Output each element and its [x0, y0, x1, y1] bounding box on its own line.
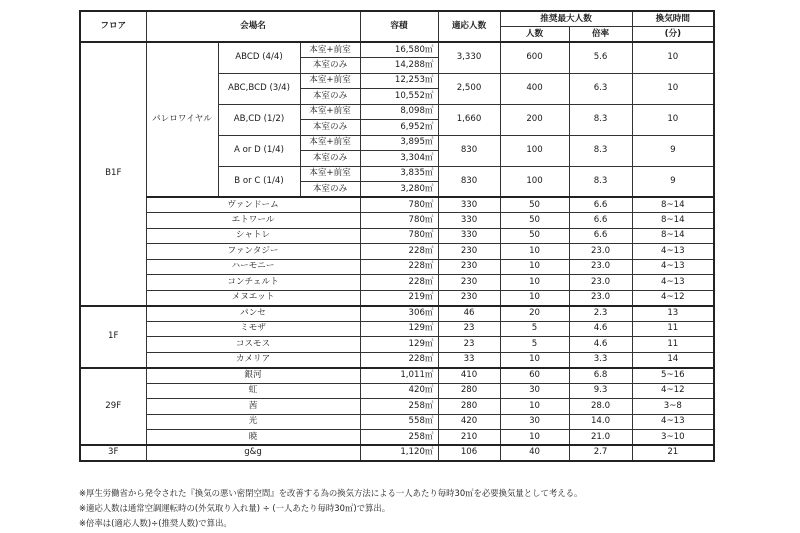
venue-palais: パレロワイヤル [146, 42, 218, 197]
header-people: 人数 [500, 27, 569, 43]
ratio-cell: 4.6 [569, 321, 632, 337]
time-cell: 4~12 [632, 383, 714, 399]
header-venue: 会場名 [146, 11, 360, 42]
header-capacity: 適応人数 [438, 11, 500, 42]
capacity-cell: 280 [438, 383, 500, 399]
palais-group-name: ABC,BCD (3/4) [218, 73, 300, 104]
capacity-cell: 830 [438, 135, 500, 166]
capacity-cell: 330 [438, 213, 500, 229]
palais-group-name: AB,CD (1/2) [218, 104, 300, 135]
capacity-cell: 210 [438, 430, 500, 446]
volume-cell: 258㎥ [360, 430, 438, 446]
room-name: 虹 [146, 383, 360, 399]
people-cell: 100 [500, 135, 569, 166]
time-cell: 8~14 [632, 197, 714, 213]
ratio-cell: 6.6 [569, 197, 632, 213]
footnotes [79, 486, 779, 531]
header-floor: フロア [80, 11, 146, 42]
room-name: コスモス [146, 337, 360, 353]
people-cell: 10 [500, 290, 569, 306]
time-cell: 10 [632, 104, 714, 135]
room-name: ミモザ [146, 321, 360, 337]
ratio-cell: 8.3 [569, 166, 632, 197]
volume-cell: 258㎥ [360, 399, 438, 415]
ratio-cell: 8.3 [569, 135, 632, 166]
time-cell: 3~10 [632, 430, 714, 446]
room-name: シャトレ [146, 228, 360, 244]
capacity-cell: 230 [438, 259, 500, 275]
floor-1f: 1F [80, 306, 146, 368]
ratio-cell: 2.3 [569, 306, 632, 322]
room-name: g&g [146, 445, 360, 461]
room-name: ファンタジー [146, 244, 360, 260]
ratio-cell: 3.3 [569, 352, 632, 368]
room-name: エトワール [146, 213, 360, 229]
palais-group-name: A or D (1/4) [218, 135, 300, 166]
volume-cell: 129㎥ [360, 337, 438, 353]
time-cell: 14 [632, 352, 714, 368]
volume-cell: 228㎥ [360, 259, 438, 275]
volume-cell: 780㎥ [360, 228, 438, 244]
capacity-cell: 3,330 [438, 42, 500, 73]
volume-cell: 228㎥ [360, 352, 438, 368]
time-cell: 8~14 [632, 213, 714, 229]
room-type: 本室+前室 [300, 104, 360, 120]
palais-group-name: B or C (1/4) [218, 166, 300, 197]
capacity-cell: 330 [438, 228, 500, 244]
room-type: 本室+前室 [300, 166, 360, 182]
people-cell: 100 [500, 166, 569, 197]
header-ratio: 倍率 [569, 27, 632, 43]
capacity-cell: 410 [438, 368, 500, 384]
room-type: 本室のみ [300, 89, 360, 105]
people-cell: 400 [500, 73, 569, 104]
people-cell: 10 [500, 430, 569, 446]
ratio-cell: 28.0 [569, 399, 632, 415]
capacity-cell: 230 [438, 275, 500, 291]
volume-cell: 3,835㎥ [360, 166, 438, 182]
time-cell: 13 [632, 306, 714, 322]
room-type: 本室+前室 [300, 42, 360, 58]
volume-cell: 8,098㎥ [360, 104, 438, 120]
ratio-cell: 21.0 [569, 430, 632, 446]
time-cell: 9 [632, 166, 714, 197]
volume-cell: 228㎥ [360, 275, 438, 291]
header-vent-unit: (分) [632, 27, 714, 43]
volume-cell: 6,952㎥ [360, 120, 438, 136]
ratio-cell: 6.6 [569, 213, 632, 229]
ratio-cell: 8.3 [569, 104, 632, 135]
time-cell: 4~13 [632, 275, 714, 291]
room-name: ハーモニー [146, 259, 360, 275]
ratio-cell: 4.6 [569, 337, 632, 353]
time-cell: 8~14 [632, 228, 714, 244]
time-cell: 4~13 [632, 259, 714, 275]
header-recommended: 推奨最大人数 [500, 11, 632, 27]
people-cell: 40 [500, 445, 569, 461]
volume-cell: 219㎥ [360, 290, 438, 306]
volume-cell: 14,288㎥ [360, 58, 438, 74]
people-cell: 200 [500, 104, 569, 135]
volume-cell: 558㎥ [360, 414, 438, 430]
capacity-cell: 420 [438, 414, 500, 430]
header-vent-time: 換気時間 [632, 11, 714, 27]
volume-cell: 10,552㎥ [360, 89, 438, 105]
volume-cell: 780㎥ [360, 197, 438, 213]
time-cell: 4~12 [632, 290, 714, 306]
capacity-cell: 330 [438, 197, 500, 213]
floor-b1f: B1F [80, 42, 146, 306]
room-name: メヌエット [146, 290, 360, 306]
floor-3f: 3F [80, 445, 146, 461]
room-type: 本室のみ [300, 120, 360, 136]
time-cell: 3~8 [632, 399, 714, 415]
footnote: ※厚生労働省から発令された『換気の悪い密閉空間』を改善する為の換気方法による一人あたり毎時30㎥を必要換気量として考える。 [79, 488, 583, 498]
volume-cell: 16,580㎥ [360, 42, 438, 58]
room-name: 茜 [146, 399, 360, 415]
people-cell: 50 [500, 197, 569, 213]
capacity-cell: 230 [438, 290, 500, 306]
room-name: 銀河 [146, 368, 360, 384]
ventilation-table [79, 10, 715, 462]
time-cell: 11 [632, 337, 714, 353]
people-cell: 50 [500, 228, 569, 244]
ratio-cell: 6.3 [569, 73, 632, 104]
time-cell: 10 [632, 42, 714, 73]
volume-cell: 3,895㎥ [360, 135, 438, 151]
people-cell: 600 [500, 42, 569, 73]
volume-cell: 12,253㎥ [360, 73, 438, 89]
capacity-cell: 280 [438, 399, 500, 415]
ratio-cell: 5.6 [569, 42, 632, 73]
footnote: ※適応人数は通常空調運転時の(外気取り入れ量) ÷ (一人あたり毎時30㎥)で算出。 [79, 503, 391, 513]
room-type: 本室のみ [300, 151, 360, 167]
ratio-cell: 6.6 [569, 228, 632, 244]
time-cell: 11 [632, 321, 714, 337]
time-cell: 21 [632, 445, 714, 461]
room-name: カメリア [146, 352, 360, 368]
room-type: 本室+前室 [300, 73, 360, 89]
time-cell: 10 [632, 73, 714, 104]
room-type: 本室+前室 [300, 135, 360, 151]
people-cell: 10 [500, 399, 569, 415]
people-cell: 10 [500, 244, 569, 260]
capacity-cell: 2,500 [438, 73, 500, 104]
people-cell: 30 [500, 414, 569, 430]
time-cell: 5~16 [632, 368, 714, 384]
people-cell: 60 [500, 368, 569, 384]
capacity-cell: 23 [438, 321, 500, 337]
people-cell: 10 [500, 259, 569, 275]
room-name: コンチェルト [146, 275, 360, 291]
volume-cell: 228㎥ [360, 244, 438, 260]
ratio-cell: 23.0 [569, 244, 632, 260]
capacity-cell: 23 [438, 337, 500, 353]
people-cell: 50 [500, 213, 569, 229]
volume-cell: 3,304㎥ [360, 151, 438, 167]
header-volume: 容積 [360, 11, 438, 42]
people-cell: 10 [500, 275, 569, 291]
capacity-cell: 1,660 [438, 104, 500, 135]
floor-29f: 29F [80, 368, 146, 446]
people-cell: 30 [500, 383, 569, 399]
volume-cell: 306㎥ [360, 306, 438, 322]
ratio-cell: 23.0 [569, 259, 632, 275]
time-cell: 4~13 [632, 244, 714, 260]
people-cell: 5 [500, 337, 569, 353]
people-cell: 10 [500, 352, 569, 368]
capacity-cell: 33 [438, 352, 500, 368]
ratio-cell: 9.3 [569, 383, 632, 399]
volume-cell: 3,280㎥ [360, 182, 438, 198]
capacity-cell: 106 [438, 445, 500, 461]
footnote: ※倍率は(適応人数)÷(推奨人数)で算出。 [79, 518, 232, 528]
room-type: 本室のみ [300, 58, 360, 74]
people-cell: 20 [500, 306, 569, 322]
capacity-cell: 830 [438, 166, 500, 197]
volume-cell: 420㎥ [360, 383, 438, 399]
ratio-cell: 14.0 [569, 414, 632, 430]
capacity-cell: 46 [438, 306, 500, 322]
volume-cell: 1,120㎥ [360, 445, 438, 461]
time-cell: 9 [632, 135, 714, 166]
room-name: 光 [146, 414, 360, 430]
room-name: ヴァンドーム [146, 197, 360, 213]
time-cell: 4~13 [632, 414, 714, 430]
volume-cell: 129㎥ [360, 321, 438, 337]
capacity-cell: 230 [438, 244, 500, 260]
room-name: 暁 [146, 430, 360, 446]
room-name: パンセ [146, 306, 360, 322]
ratio-cell: 2.7 [569, 445, 632, 461]
ratio-cell: 23.0 [569, 275, 632, 291]
volume-cell: 1,011㎥ [360, 368, 438, 384]
ratio-cell: 6.8 [569, 368, 632, 384]
people-cell: 5 [500, 321, 569, 337]
palais-group-name: ABCD (4/4) [218, 42, 300, 73]
room-type: 本室のみ [300, 182, 360, 198]
volume-cell: 780㎥ [360, 213, 438, 229]
ratio-cell: 23.0 [569, 290, 632, 306]
